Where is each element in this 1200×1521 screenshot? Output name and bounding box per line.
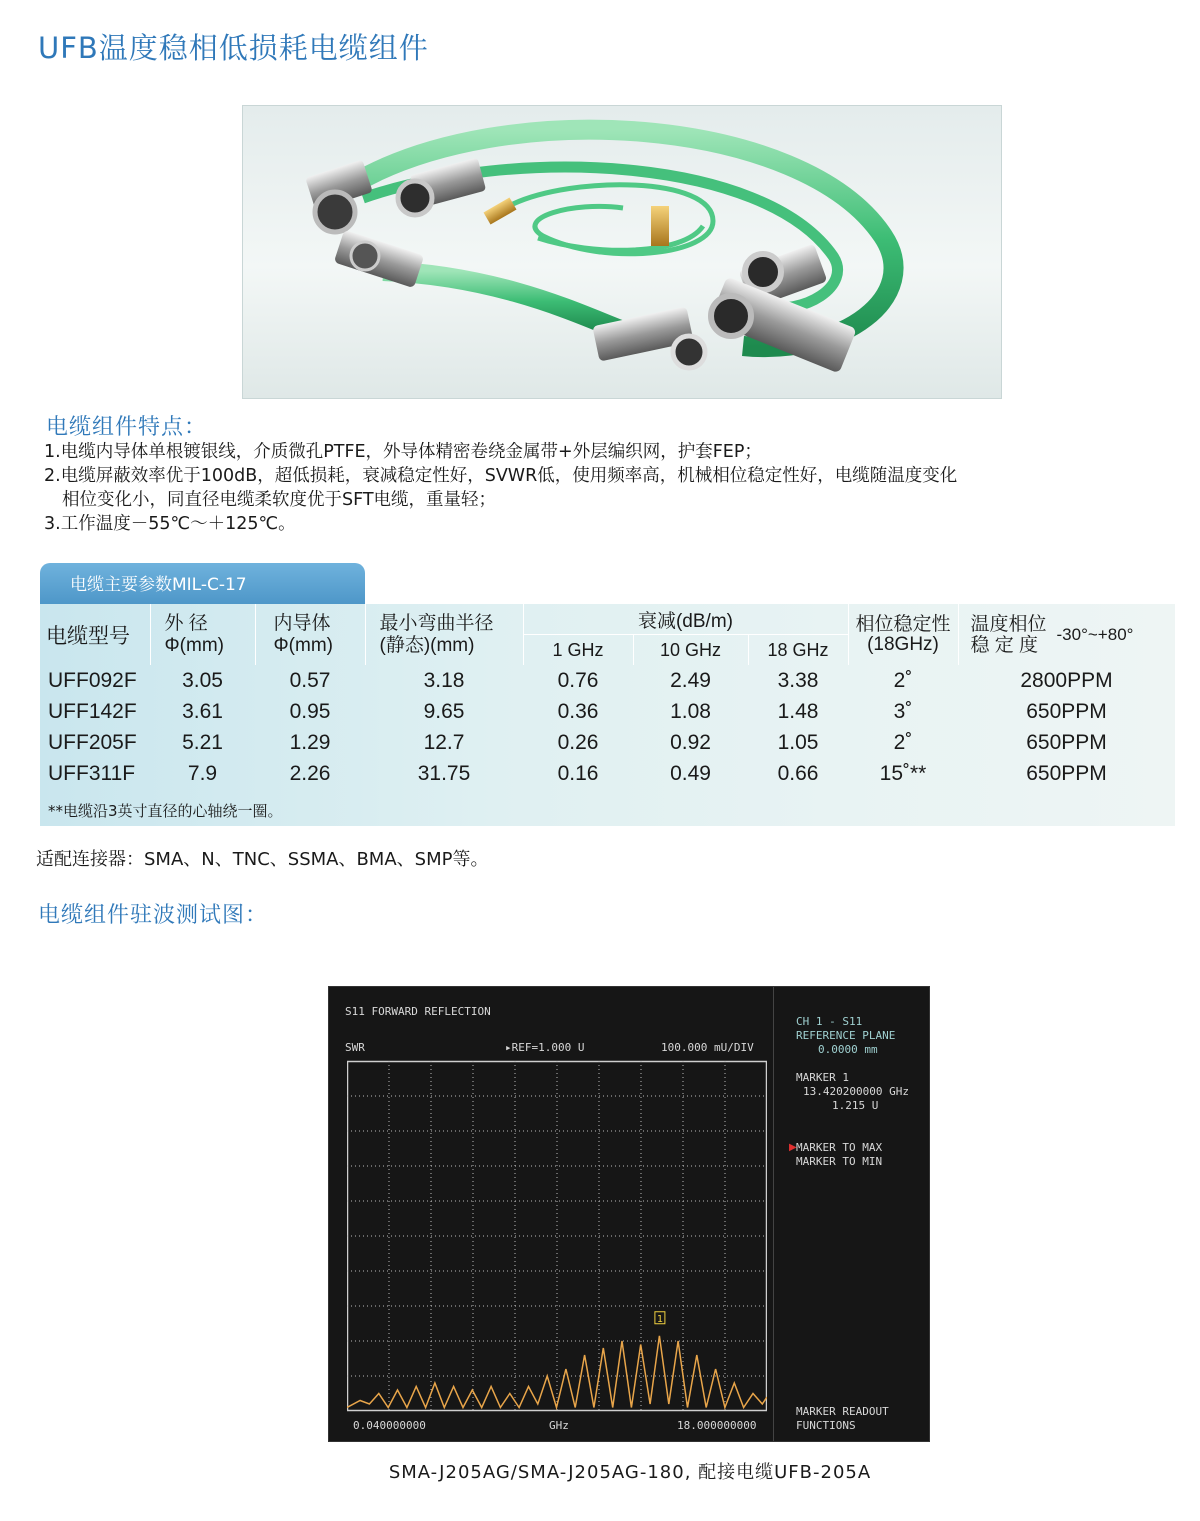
cable-assembly-photo [242, 105, 1002, 399]
table-row [40, 665, 1175, 696]
cell-phase: 15˚** [879, 761, 927, 785]
cell-inner: 0.57 [289, 668, 331, 692]
features-list [44, 440, 1194, 536]
header-bend-label: 最小弯曲半径 [379, 612, 494, 634]
menu-readout-1[interactable]: MARKER READOUT [796, 1405, 889, 1418]
cell-temp: 650PPM [1026, 730, 1107, 754]
header-outer-diameter [150, 604, 255, 665]
cell-inner: 1.29 [289, 730, 331, 754]
header-temp-label-2: 稳 定 度 [970, 634, 1039, 656]
vswr-heading: 电缆组件驻波测试图： [38, 903, 269, 928]
network-analyzer-screen [328, 986, 930, 1442]
swr-trace [347, 1336, 767, 1408]
cell-inner: 0.95 [289, 699, 331, 723]
table-footnote: **电缆沿3英寸直径的心轴绕一圈。 [48, 802, 283, 820]
header-phase-stability [848, 604, 958, 665]
cell-atten-18: 1.48 [777, 699, 819, 723]
cell-od: 3.61 [182, 699, 223, 723]
feature-item: 2.电缆屏蔽效率优于100dB，超低损耗，衰减稳定性好，SVWR低，使用频率高，机械相位稳定性好，电缆随温度变化 [44, 466, 958, 486]
parameter-table-panel [40, 604, 1175, 826]
table-row [40, 696, 1175, 727]
header-inner-conductor [255, 604, 365, 665]
cell-atten-10: 0.49 [670, 761, 711, 785]
header-model: 电缆型号 [46, 624, 130, 648]
cell-bend: 9.65 [423, 699, 465, 723]
cell-od: 7.9 [187, 761, 218, 785]
analyzer-marker-freq: 13.420200000 GHz [803, 1085, 909, 1098]
cell-phase: 2˚ [893, 730, 913, 754]
analyzer-ref-plane-value: 0.0000 mm [818, 1043, 878, 1056]
features-heading: 电缆组件特点： [46, 415, 208, 440]
cell-atten-10: 1.08 [670, 699, 711, 723]
feature-item-continued: 相位变化小，同直径电缆柔软度优于SFT电缆，重量轻； [62, 490, 497, 510]
header-temp-phase [958, 604, 1175, 665]
cell-model: UFF142F [48, 699, 137, 723]
cell-atten-18: 3.38 [777, 668, 819, 692]
menu-readout-2[interactable]: FUNCTIONS [796, 1419, 856, 1432]
marker-flag-label: 1 [656, 1313, 663, 1325]
cell-atten-18: 1.05 [777, 730, 819, 754]
cell-bend: 31.75 [417, 761, 471, 785]
header-attenuation: 衰减(dB/m) [523, 604, 848, 635]
cell-atten-10: 2.49 [670, 668, 711, 692]
analyzer-format: SWR [345, 1041, 365, 1054]
cell-model: UFF311F [48, 761, 136, 785]
panel-divider [773, 987, 774, 1441]
x-unit-label: GHz [549, 1419, 569, 1432]
cell-atten-1: 0.26 [557, 730, 599, 754]
analyzer-ref: ▸REF=1.000 U [505, 1041, 585, 1054]
compatible-connectors: 适配连接器：SMA、N、TNC、SSMA、BMA、SMP等。 [36, 849, 489, 870]
page-title: UFB温度稳相低损耗电缆组件 [38, 31, 429, 65]
cell-atten-1: 0.76 [557, 668, 599, 692]
header-10ghz: 10 GHz [633, 635, 748, 666]
header-phase-freq: (18GHz) [867, 633, 939, 655]
analyzer-title: S11 FORWARD REFLECTION [345, 1005, 491, 1018]
cell-temp: 650PPM [1026, 699, 1107, 723]
cell-phase: 2˚ [893, 668, 913, 692]
table-row [40, 727, 1175, 758]
cell-temp: 650PPM [1026, 761, 1107, 785]
cell-model: UFF092F [48, 668, 137, 692]
analyzer-scale: 100.000 mU/DIV [661, 1041, 754, 1054]
header-temp-range: -30°~+80° [1056, 625, 1134, 644]
table-row [40, 758, 1175, 789]
plot-grid [347, 1061, 767, 1411]
header-inner-label: 内导体 [273, 612, 331, 634]
header-od-label: 外 径 [164, 612, 208, 634]
header-1ghz: 1 GHz [523, 635, 633, 666]
cell-atten-1: 0.16 [557, 761, 599, 785]
header-bend-radius [365, 604, 523, 665]
header-temp-label-1: 温度相位 [970, 613, 1047, 635]
header-phase-label: 相位稳定性 [855, 613, 951, 635]
cell-bend: 3.18 [423, 668, 465, 692]
menu-marker-to-max[interactable]: MARKER TO MAX [796, 1141, 883, 1154]
parameter-table [40, 604, 1175, 789]
cell-atten-10: 0.92 [670, 730, 711, 754]
analyzer-ref-plane: REFERENCE PLANE [796, 1029, 896, 1042]
cell-temp: 2800PPM [1020, 668, 1113, 692]
x-start-label: 0.040000000 [353, 1419, 426, 1432]
cell-od: 3.05 [182, 668, 223, 692]
feature-item: 3.工作温度－55℃～＋125℃。 [44, 514, 296, 534]
menu-pointer-icon: ▶ [789, 1142, 797, 1153]
analyzer-marker-value: 1.215 U [832, 1099, 879, 1112]
feature-item: 1.电缆内导体单根镀银线，介质微孔PTFE，外导体精密卷绕金属带+外层编织网，护套FEP； [44, 442, 762, 462]
header-bend-unit: (静态)(mm) [379, 634, 475, 656]
cell-atten-1: 0.36 [557, 699, 599, 723]
analyzer-channel: CH 1 - S11 [796, 1015, 863, 1028]
menu-marker-to-min[interactable]: MARKER TO MIN [796, 1155, 883, 1168]
cell-bend: 12.7 [423, 730, 465, 754]
header-18ghz: 18 GHz [748, 635, 848, 666]
x-stop-label: 18.000000000 [677, 1419, 757, 1432]
cell-od: 5.21 [182, 730, 223, 754]
cell-phase: 3˚ [893, 699, 913, 723]
table-tab-label: 电缆主要参数MIL-C-17 [40, 563, 365, 605]
header-od-unit: Φ(mm) [164, 634, 224, 656]
analyzer-marker-label: MARKER 1 [796, 1071, 849, 1084]
header-inner-unit: Φ(mm) [273, 634, 333, 656]
cable-illustration [243, 106, 1001, 398]
figure-caption: SMA-J205AG/SMA-J205AG-180, 配接电缆UFB-205A [388, 1462, 872, 1483]
cell-model: UFF205F [48, 730, 137, 754]
cell-atten-18: 0.66 [777, 761, 819, 785]
cell-inner: 2.26 [289, 761, 331, 785]
swr-plot [347, 1059, 767, 1419]
marker-1 [655, 1312, 665, 1325]
